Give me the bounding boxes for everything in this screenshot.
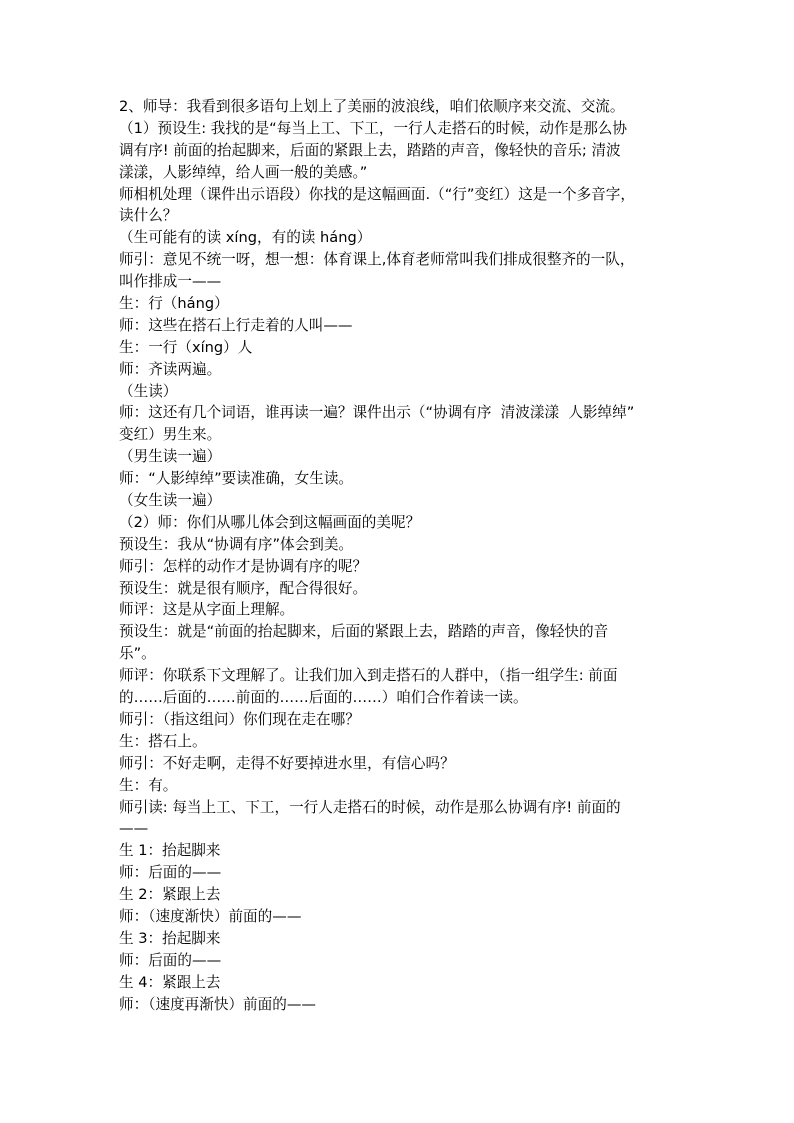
text-line: 师引：（指这组问）你们现在走在哪？: [119, 710, 360, 728]
text-line: 师：这还有几个词语，谁再读一遍？课件出示（“协调有序 清波漾漾 人影绰绰”: [119, 404, 635, 422]
text-line: 生 4：紧跟上去: [119, 973, 221, 991]
text-line: 叫作排成一——: [119, 273, 222, 291]
text-line: 师：（速度再渐快）前面的——: [119, 995, 317, 1013]
text-line: 读什么？: [119, 207, 178, 225]
text-line: （女生读一遍）: [119, 492, 222, 510]
text-line: 生：行（háng）: [119, 295, 229, 313]
text-line: 师引读: 每当上工、下工，一行人走搭石的时候，动作是那么协调有序! 前面的: [119, 798, 621, 816]
text-line: 生 3：抬起脚来: [119, 929, 221, 947]
text-line: （1）预设生: 我找的是“每当上工、下工，一行人走搭石的时候，动作是那么协: [119, 119, 627, 137]
text-line: 师：“人影绰绰”要读准确，女生读。: [119, 470, 354, 488]
text-line: （男生读一遍）: [119, 448, 222, 466]
text-line: 师评：这是从字面上理解。: [119, 601, 295, 619]
text-line: 师引：怎样的动作才是协调有序的呢？: [119, 557, 368, 575]
text-line: 漾漾，人影绰绰，给人画一般的美感。”: [119, 163, 368, 181]
document-body: [119, 96, 679, 1015]
text-line: 变红）男生来。: [119, 426, 222, 444]
text-line: 师评：你联系下文理解了。让我们加入到走搭石的人群中，（指一组学生: 前面: [119, 667, 618, 685]
text-line: 生 2：紧跟上去: [119, 886, 221, 904]
text-line: 生：一行（xíng）人: [119, 338, 253, 356]
text-line: （2）师：你们从哪儿体会到这幅画面的美呢？: [119, 513, 421, 531]
text-line: 的……后面的……前面的……后面的……）咱们合作着读一读。: [119, 689, 528, 707]
text-line: 2、师导：我看到很多语句上划上了美丽的波浪线，咱们依顺序来交流、交流。: [119, 98, 625, 115]
text-line: 师相机处理（课件出示语段）你找的是这幅画面.（“行”变红）这是一个多音字，: [119, 185, 635, 203]
text-line: 生：有。: [119, 776, 178, 794]
text-line: 预设生：就是“前面的抬起脚来，后面的紧跟上去，踏踏的声音，像轻快的音: [119, 623, 609, 641]
text-line: 师引：不好走啊，走得不好要掉进水里，有信心吗？: [119, 754, 455, 772]
text-line: 师：这些在搭石上行走着的人叫——: [119, 316, 353, 334]
text-line: 生：搭石上。: [119, 732, 207, 750]
text-line: 师引：意见不统一呀，想一想：体育课上,体育老师常叫我们排成很整齐的一队，: [119, 251, 635, 269]
text-line: 师：后面的——: [119, 864, 222, 882]
text-line: 师：齐读两遍。: [119, 360, 222, 378]
text-line: ——: [119, 820, 149, 838]
text-line: 师：后面的——: [119, 951, 222, 969]
text-line: 预设生：我从“协调有序”体会到美。: [119, 535, 354, 553]
text-line: 生 1：抬起脚来: [119, 842, 221, 860]
text-line: 调有序! 前面的抬起脚来，后面的紧跟上去，踏踏的声音，像轻快的音乐; 清波: [119, 141, 621, 159]
text-line: （生可能有的读 xíng，有的读 háng）: [119, 229, 372, 247]
text-line: 预设生：就是很有顺序，配合得很好。: [119, 579, 368, 597]
text-line: 师：（速度渐快）前面的——: [119, 907, 302, 925]
text-line: （生读）: [119, 382, 178, 400]
text-line: 乐”。: [119, 645, 156, 663]
